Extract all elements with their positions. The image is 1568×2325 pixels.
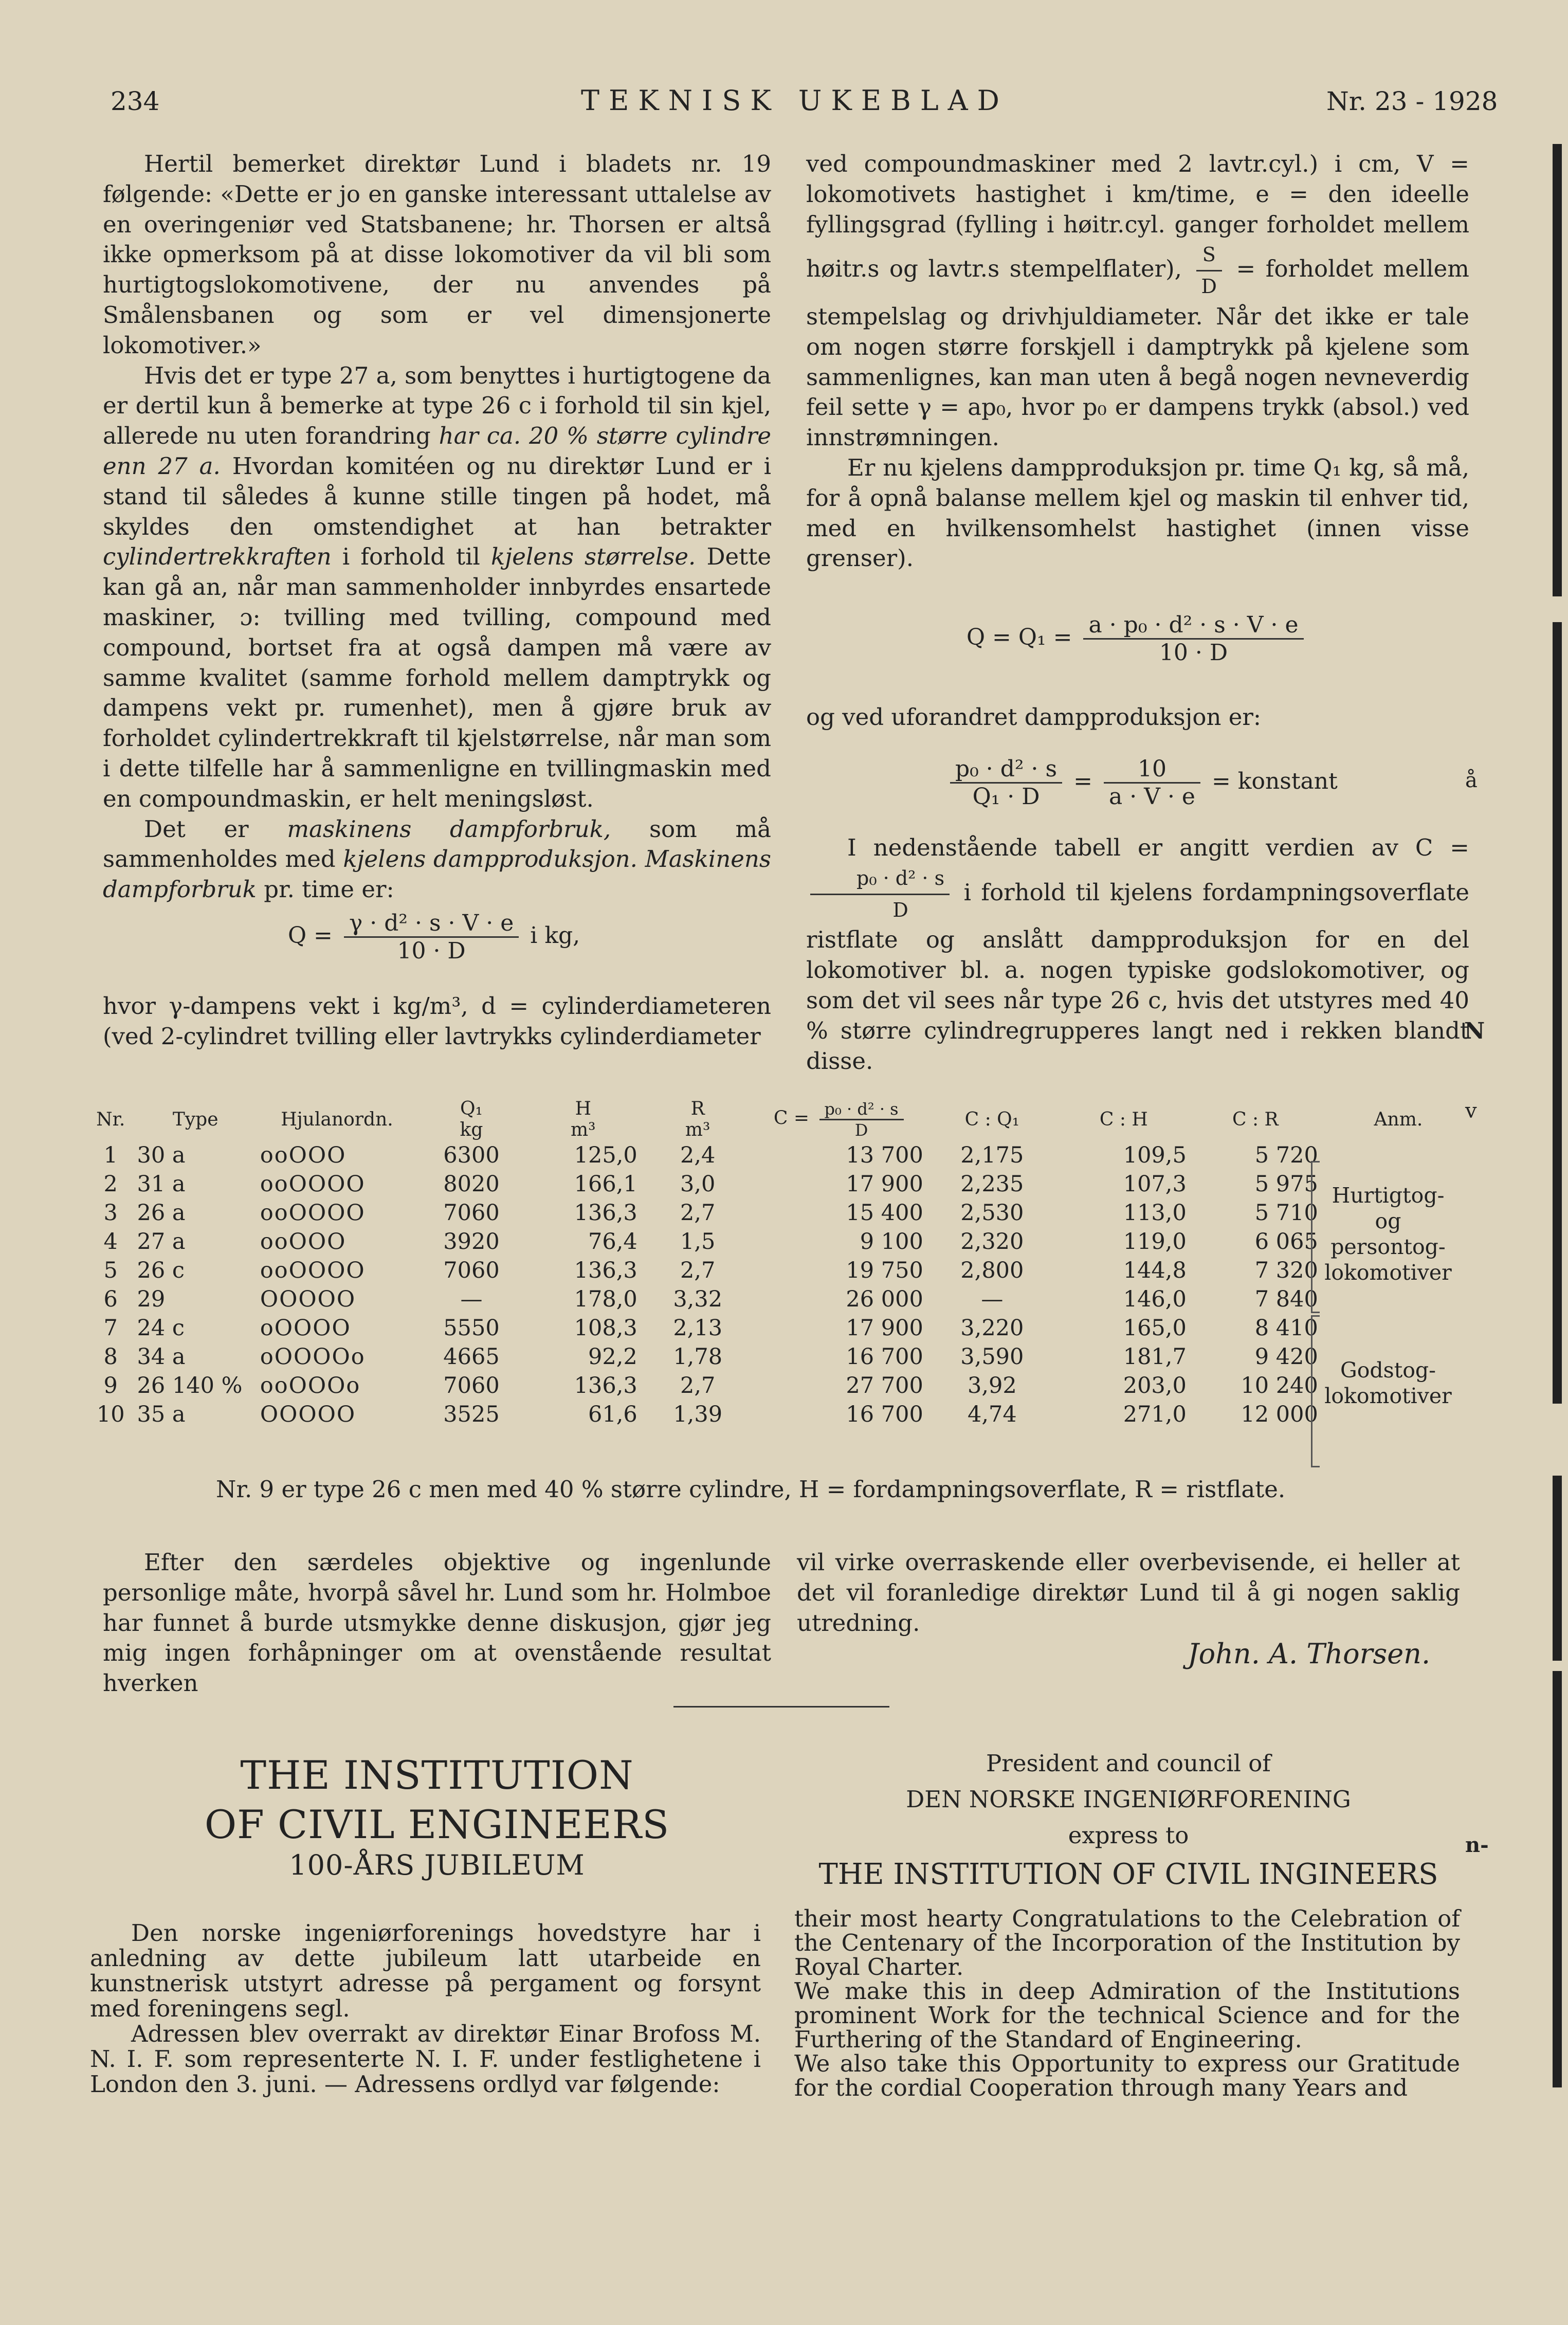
group1-label: Hurtigtog- og persontog- lokomotiver <box>1324 1183 1452 1285</box>
cell-h: 136,3 <box>574 1200 637 1226</box>
col-ch: C : H <box>1099 1109 1148 1130</box>
table-row <box>87 1141 1475 1170</box>
edge-bar-3 <box>1553 1476 1562 1661</box>
cell-r: 3,32 <box>673 1286 723 1312</box>
cell-cr: 6 065 <box>1254 1229 1318 1255</box>
cell-anm <box>1321 1285 1475 1314</box>
edge-bar-2 <box>1553 622 1562 1404</box>
right-paragraph-4: I nedenstående tabell er angitt verdien av C = $\frac{\text{p₀ · d² · s}}{D}$ i forhold til kjelens fordampningsoverflate ristflate og anslått dampproduksjon for en del lokomotiver bl. a. nogen typiske godslokomotiver, og som det vil sees når type 26 c, hvis det utstyres med 40 % større cylindregrupperes langt ned i rekken blandt disse. <box>806 834 1469 1075</box>
cell-r: 2,4 <box>680 1142 716 1168</box>
group2-bracket <box>1311 1315 1320 1467</box>
cell-h: 136,3 <box>574 1373 637 1398</box>
cell-c: 13 700 <box>846 1142 923 1168</box>
cell-c: 19 750 <box>846 1258 923 1283</box>
article2-body: Den norske ingeniørforenings hovedstyre har i anledning av dette jubileum latt utarbeide en kunstnerisk utstyrt adresse på pergament og forsynt med foreningens segl. Adressen blev overrakt av direktør Einar Brofoss M. N. I. F. som representerte N. I. F. under festlighetene i London den 3. juni. — Adressens ordlyd var følgende: <box>90 1919 761 2098</box>
table-row <box>87 1342 1475 1371</box>
cell-nr: 6 <box>103 1286 118 1312</box>
cell-type: 35 a <box>137 1402 186 1427</box>
article-separator <box>673 1706 889 1708</box>
cell-ch: 107,3 <box>1123 1171 1187 1197</box>
cell-q1: 7060 <box>443 1258 500 1283</box>
cell-c: 16 700 <box>846 1344 923 1370</box>
cell-r: 2,13 <box>673 1315 723 1341</box>
table-row <box>87 1227 1475 1256</box>
cell-type: 26 c <box>137 1258 185 1283</box>
cell-cr: 7 320 <box>1254 1258 1318 1283</box>
margin-fragment-2: N <box>1464 1018 1485 1044</box>
cell-nr: 5 <box>103 1258 118 1283</box>
col-r: R m³ <box>685 1098 710 1140</box>
issue-label: Nr. 23 - 1928 <box>1326 86 1498 116</box>
cell-nr: 1 <box>103 1142 118 1168</box>
cell-hjul: ooOOOO <box>260 1258 366 1283</box>
table-footnote: Nr. 9 er type 26 c men med 40 % større cylindre, H = fordampningsoverflate, R = ristflate. <box>216 1476 1286 1503</box>
cell-q1: 4665 <box>443 1344 500 1370</box>
cell-type: 24 c <box>137 1315 185 1341</box>
cell-q1: 5550 <box>443 1315 500 1341</box>
cell-r: 1,39 <box>673 1402 723 1427</box>
cell-hjul: ooOOOo <box>260 1373 361 1398</box>
cell-nr: 9 <box>103 1373 118 1398</box>
cell-nr: 8 <box>103 1344 118 1370</box>
cell-cq1: — <box>981 1286 1004 1312</box>
cell-type: 26 a <box>137 1200 186 1226</box>
table-row <box>87 1198 1475 1227</box>
cell-cq1: 3,590 <box>960 1344 1024 1370</box>
cell-h: 136,3 <box>574 1258 637 1283</box>
locomotive-table <box>87 1098 1475 1429</box>
cell-ch: 181,7 <box>1123 1344 1187 1370</box>
cell-cr: 5 720 <box>1254 1142 1318 1168</box>
left-paragraph-4: hvor γ-dampens vekt i kg/m³, d = cylinderdiameteren (ved 2-cylindret tvilling eller lavtrykks cylinderdiameter <box>103 992 771 1050</box>
left-column <box>103 149 771 905</box>
page-number: 234 <box>111 86 160 116</box>
cell-c: 26 000 <box>846 1286 923 1312</box>
col-type: Type <box>172 1109 218 1130</box>
cell-r: 3,0 <box>680 1171 716 1197</box>
closing-right: vil virke overraskende eller overbevisende, ei heller at det vil foranledige direktør Lund til å gi nogen saklig utredning. <box>797 1549 1460 1637</box>
cell-hjul: ooOOO <box>260 1229 347 1255</box>
right-paragraph-2: Er nu kjelens dampproduksjon pr. time Q₁ kg, så må, for å opnå balanse mellem kjel og maskin til enhver tid, med en hvilkensomhelst hastighet (innen visse grenser). <box>806 453 1469 572</box>
table-row <box>87 1285 1475 1314</box>
col-nr: Nr. <box>96 1109 125 1130</box>
cell-cr: 8 410 <box>1254 1315 1318 1341</box>
cell-hjul: oOOOO <box>260 1315 351 1341</box>
cell-c: 15 400 <box>846 1200 923 1226</box>
cell-nr: 10 <box>96 1402 125 1427</box>
journal-title: TEKNISK UKEBLAD <box>581 84 1009 117</box>
cell-h: 125,0 <box>574 1142 637 1168</box>
cell-ch: 119,0 <box>1123 1229 1187 1255</box>
address-body: their most hearty Congratulations to the Celebration of the Centenary of the Incorporation of the Institution by Royal Charter. We make this in deep Admiration of the Institutions prominent Work for the technical Science and for the Furthering of the Standard of Engineering. We also take this Opportunity to express our Gratitude for the cordial Cooperation through many Years and <box>794 1905 1460 2101</box>
cell-q1: 3920 <box>443 1229 500 1255</box>
cell-anm <box>1321 1314 1475 1342</box>
left-paragraph-3: Det er maskinens dampforbruk, som må sammenholdes med kjelens dampproduksjon. Maskinens dampforbruk pr. time er: <box>103 815 771 903</box>
right-paragraph-3: og ved uforandret dampproduksjon er: <box>806 703 1262 731</box>
group1-bracket <box>1311 1161 1320 1313</box>
cell-q1: 8020 <box>443 1171 500 1197</box>
formula-konstant: $\frac{\text{p₀ · d² · s}}{\text{Q₁ · D}}$ = $\frac{10}{a \cdot V \cdot e}$ = konstant <box>946 756 1338 810</box>
cell-h: 61,6 <box>588 1402 637 1427</box>
cell-nr: 4 <box>103 1229 118 1255</box>
cell-cr: 5 975 <box>1254 1171 1318 1197</box>
cell-hjul: ooOOOO <box>260 1171 366 1197</box>
cell-cq1: 2,175 <box>960 1142 1024 1168</box>
group2-label: Godstog- lokomotiver <box>1324 1358 1452 1408</box>
margin-fragment-3: v <box>1465 1099 1477 1123</box>
margin-fragment-4: n- <box>1465 1833 1489 1857</box>
col-q1: Q₁ kg <box>460 1098 483 1140</box>
cell-cr: 10 240 <box>1241 1373 1318 1398</box>
cell-h: 108,3 <box>574 1315 637 1341</box>
table-row <box>87 1400 1475 1429</box>
col-hjul: Hjulanordn. <box>281 1109 393 1130</box>
cell-ch: 271,0 <box>1123 1402 1187 1427</box>
cell-h: 92,2 <box>588 1344 637 1370</box>
col-cq1: C : Q₁ <box>964 1109 1020 1130</box>
edge-bar-1 <box>1553 144 1562 596</box>
cell-ch: 113,0 <box>1123 1200 1187 1226</box>
cell-h: 76,4 <box>588 1229 637 1255</box>
cell-r: 2,7 <box>680 1373 716 1398</box>
cell-cq1: 3,220 <box>960 1315 1024 1341</box>
cell-q1: 3525 <box>443 1402 500 1427</box>
cell-cr: 12 000 <box>1241 1402 1318 1427</box>
cell-c: 17 900 <box>846 1171 923 1197</box>
cell-cq1: 3,92 <box>967 1373 1017 1398</box>
cell-hjul: ooOOO <box>260 1142 347 1168</box>
cell-nr: 2 <box>103 1171 118 1197</box>
table-row <box>87 1170 1475 1198</box>
edge-bar-4 <box>1553 1671 1562 2087</box>
left-paragraph-2: Hvis det er type 27 a, som benyttes i hurtigtogene da er dertil kun å bemerke at type 26 c i forhold til sin kjel, allerede nu uten forandring har ca. 20 % større cylindre enn 27 a. Hvordan komitéen og nu direktør Lund er i stand til således å kunne stille tingen på hodet, må skyldes den omstendighet at han betrakter cylindertrekkraften i forhold til kjelens størrelse. Dette kan gå an, når man sammenholder innbyrdes ensartede maskiner, ɔ: tvilling med tvilling, compound med compound, bortset fra at også dampen må være av samme kvalitet (samme forhold mellem damptrykk og dampens vekt pr. rumenhet), men å gjøre bruk av forholdet cylindertrekkraft til kjelstørrelse, når man som i dette tilfelle har å sammenligne en tvillingmaskin med en compoundmaskin, er helt meningsløst. <box>103 361 771 812</box>
cell-q1: — <box>460 1286 483 1312</box>
cell-cq1: 2,800 <box>960 1258 1024 1283</box>
cell-nr: 3 <box>103 1200 118 1226</box>
cell-r: 2,7 <box>680 1258 716 1283</box>
cell-cr: 5 710 <box>1254 1200 1318 1226</box>
cell-h: 166,1 <box>574 1171 637 1197</box>
cell-ch: 144,8 <box>1123 1258 1187 1283</box>
article2-subtitle: 100-ÅRS JUBILEUM <box>289 1849 585 1881</box>
cell-type: 27 a <box>137 1229 186 1255</box>
cell-hjul: OOOOO <box>260 1402 356 1427</box>
cell-c: 9 100 <box>860 1229 923 1255</box>
address-heading: President and council of DEN NORSKE INGENIØRFORENING express to THE INSTITUTION OF CIVIL INGINEERS <box>818 1750 1438 1891</box>
left-paragraph-1: Hertil bemerket direktør Lund i bladets nr. 19 følgende: «Dette er jo en ganske interessant uttalelse av en overingeniør ved Statsbanene; hr. Thorsen er altså ikke opmerksom på at disse lokomotiver da vil bli som hurtigtogslokomotivene, der nu anvendes på Smålensbanen og som er vel dimensjonerte lokomotiver.» <box>103 150 771 359</box>
cell-r: 2,7 <box>680 1200 716 1226</box>
cell-q1: 6300 <box>443 1142 500 1168</box>
cell-anm <box>1321 1141 1475 1170</box>
cell-h: 178,0 <box>574 1286 637 1312</box>
cell-ch: 165,0 <box>1123 1315 1187 1341</box>
cell-c: 17 900 <box>846 1315 923 1341</box>
col-cr: C : R <box>1232 1109 1279 1130</box>
cell-c: 16 700 <box>846 1402 923 1427</box>
cell-type: 26 140 % <box>137 1373 243 1398</box>
right-paragraph-1: ved compoundmaskiner med 2 lavtr.cyl.) i cm, V = lokomotivets hastighet i km/time, e = den ideelle fyllingsgrad (fylling i høitr.cyl. ganger forholdet mellem høitr.s og lavtr.s stempelflater), $\frac{S}{D}$ = forholdet mellem stempelslag og drivhjuldiameter. Når det ikke er tale om nogen større forskjell i damptrykk på kjelene som sammenlignes, kan man uten å begå nogen nevneverdig feil sette γ = ap₀, hvor p₀ er dampens trykk (absol.) ved innstrømningen. <box>806 150 1469 451</box>
cell-cr: 9 420 <box>1254 1344 1318 1370</box>
cell-hjul: OOOOO <box>260 1286 356 1312</box>
cell-type: 31 a <box>137 1171 186 1197</box>
right-column-end <box>806 833 1469 1076</box>
cell-q1: 7060 <box>443 1373 500 1398</box>
closing-left: Efter den særdeles objektive og ingenlunde personlige måte, hvorpå såvel hr. Lund som hr. Holmboe har funnet å burde utsmykke denne diskusjon, gjør jeg mig ingen forhåpninger om at ovenstående resultat hverken <box>103 1549 771 1697</box>
margin-fragment-1: å <box>1465 769 1478 792</box>
article2-title: THE INSTITUTION OF CIVIL ENGINEERS <box>204 1752 670 1847</box>
cell-ch: 109,5 <box>1123 1142 1187 1168</box>
table-header-row <box>87 1098 1475 1141</box>
cell-c: 27 700 <box>846 1373 923 1398</box>
left-column-end <box>103 991 771 1052</box>
table-row <box>87 1256 1475 1285</box>
right-column <box>806 149 1469 574</box>
col-h: H m³ <box>571 1098 596 1140</box>
cell-type: 34 a <box>137 1344 186 1370</box>
cell-r: 1,78 <box>673 1344 723 1370</box>
cell-cr: 7 840 <box>1254 1286 1318 1312</box>
cell-cq1: 2,235 <box>960 1171 1024 1197</box>
table-row <box>87 1314 1475 1342</box>
cell-q1: 7060 <box>443 1200 500 1226</box>
formula-dampforbruk: Q = $\frac{\text{γ · d² · s · V · e}}{10 \cdot D}$ i kg, <box>288 910 580 964</box>
signature: John. A. Thorsen. <box>1188 1638 1431 1670</box>
cell-cq1: 4,74 <box>967 1402 1017 1427</box>
cell-cq1: 2,530 <box>960 1200 1024 1226</box>
cell-hjul: ooOOOO <box>260 1200 366 1226</box>
cell-ch: 203,0 <box>1123 1373 1187 1398</box>
col-anm: Anm. <box>1374 1109 1423 1130</box>
right-column-mid <box>806 702 1469 733</box>
cell-ch: 146,0 <box>1123 1286 1187 1312</box>
cell-type: 30 a <box>137 1142 186 1168</box>
cell-cq1: 2,320 <box>960 1229 1024 1255</box>
cell-type: 29 <box>137 1286 166 1312</box>
cell-nr: 7 <box>103 1315 118 1341</box>
cell-r: 1,5 <box>680 1229 716 1255</box>
cell-hjul: oOOOOo <box>260 1344 366 1370</box>
formula-balance: Q = Q₁ = $\frac{\text{a · p₀ · d² · s · V · e}}{10 \cdot D}$ <box>967 612 1308 666</box>
col-c: C = $\frac{\text{p₀ · d² · s}}{D}$ <box>755 1098 926 1141</box>
table-row <box>87 1371 1475 1400</box>
